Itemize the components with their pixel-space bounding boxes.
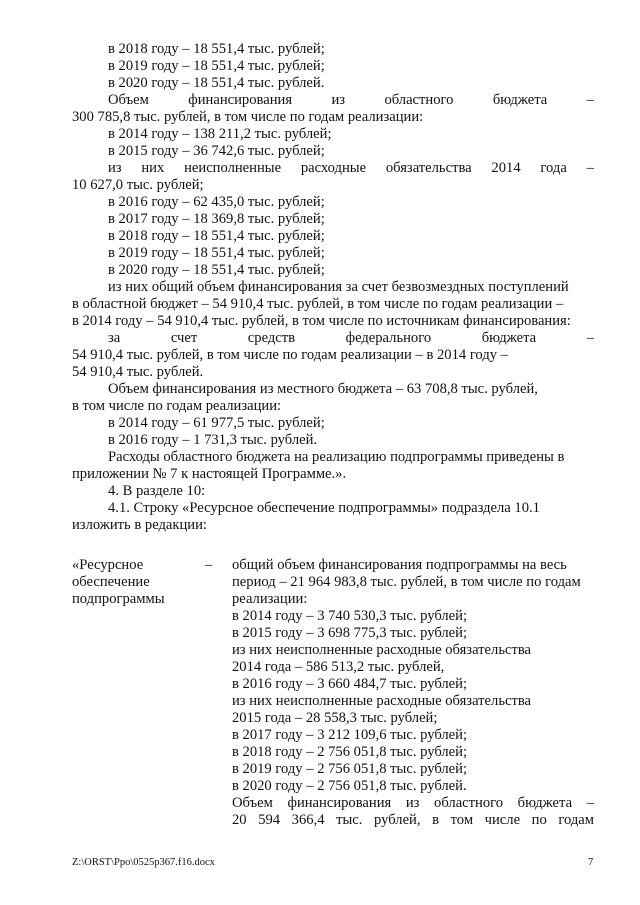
- text-line: изложить в редакции:: [72, 517, 207, 533]
- text-line: Объем финансирования из местного бюджета – 63 708,8 тыс. рублей,: [108, 381, 538, 397]
- word: из: [405, 795, 420, 811]
- text-line: 54 910,4 тыс. рублей.: [72, 364, 204, 380]
- text-line: 300 785,8 тыс. рублей, в том числе по годам реализации:: [72, 109, 424, 125]
- word: –: [586, 330, 594, 346]
- text-line: в 2019 году – 18 551,4 тыс. рублей;: [108, 58, 325, 74]
- table-value-line: реализации:: [232, 591, 308, 607]
- table-value-line-justified: [232, 812, 594, 829]
- word: средств: [247, 330, 296, 346]
- word: счет: [170, 330, 198, 346]
- text-line: 4.1. Строку «Ресурсное обеспечение подпрограммы» подраздела 10.1: [108, 500, 540, 516]
- word: 2014: [491, 160, 521, 176]
- table-value-line: в 2017 году – 3 212 109,6 тыс. рублей;: [232, 727, 468, 743]
- text-line: в 2020 году – 18 551,4 тыс. рублей.: [108, 75, 325, 91]
- word: неисполненные: [184, 160, 282, 176]
- text-line: приложении № 7 к настоящей Программе.».: [72, 466, 347, 482]
- text-line: в 2014 году – 54 910,4 тыс. рублей, в том числе по источникам финансирования:: [72, 313, 571, 329]
- word: 366,4: [291, 812, 325, 828]
- word: обязательства: [385, 160, 472, 176]
- word: из: [108, 160, 122, 176]
- table-value-line: в 2015 году – 3 698 775,3 тыс. рублей;: [232, 625, 468, 641]
- footer-file-path: Z:\ORST\Ppo\0525p367.f16.docx: [72, 857, 215, 868]
- text-line: Расходы областного бюджета на реализацию подпрограммы приведены в: [108, 449, 565, 465]
- table-value-line: в 2018 году – 2 756 051,8 тыс. рублей;: [232, 744, 468, 760]
- word: финансирования: [188, 92, 293, 108]
- word: том: [450, 812, 474, 828]
- word: из: [331, 92, 346, 108]
- text-line-justified: [108, 330, 594, 347]
- table-value-line: в 2019 году – 2 756 051,8 тыс. рублей;: [232, 761, 468, 777]
- word: по: [531, 812, 547, 828]
- word: –: [586, 92, 594, 108]
- text-line: в 2014 году – 61 977,5 тыс. рублей;: [108, 415, 325, 431]
- word: бюджета: [517, 795, 573, 811]
- word: них: [141, 160, 165, 176]
- word: областного: [434, 795, 504, 811]
- text-line: в 2015 году – 36 742,6 тыс. рублей;: [108, 143, 325, 159]
- word: тыс.: [336, 812, 363, 828]
- word: расходные: [300, 160, 367, 176]
- table-value-line-justified: [232, 795, 594, 812]
- word: –: [586, 160, 594, 176]
- word: годам: [558, 812, 594, 828]
- text-line: в 2016 году – 62 435,0 тыс. рублей;: [108, 194, 325, 210]
- word: числе: [484, 812, 521, 828]
- text-line: в 2016 году – 1 731,3 тыс. рублей.: [108, 432, 318, 448]
- text-line: в 2019 году – 18 551,4 тыс. рублей;: [108, 245, 325, 261]
- text-line: 54 910,4 тыс. рублей, в том числе по годам реализации – в 2014 году –: [72, 347, 508, 363]
- word: –: [586, 795, 594, 811]
- text-line: 4. В разделе 10:: [108, 483, 206, 499]
- text-line: из них общий объем финансирования за счет безвозмездных поступлений: [108, 279, 569, 295]
- word: за: [108, 330, 121, 346]
- text-line-justified: [108, 92, 594, 109]
- text-line: в 2014 году – 138 211,2 тыс. рублей;: [108, 126, 332, 142]
- word: 20: [232, 812, 247, 828]
- table-value-line: период – 21 964 983,8 тыс. рублей, в том числе по годам: [232, 574, 581, 590]
- word: Объем: [232, 795, 273, 811]
- word: федерального: [345, 330, 432, 346]
- text-line: в 2018 году – 18 551,4 тыс. рублей;: [108, 228, 325, 244]
- text-line-justified: [108, 160, 594, 177]
- table-value-line: 2015 года – 28 558,3 тыс. рублей;: [232, 710, 438, 726]
- table-label-line: обеспечение: [72, 574, 150, 590]
- table-value-line: в 2014 году – 3 740 530,3 тыс. рублей;: [232, 608, 468, 624]
- word: Объем: [108, 92, 149, 108]
- word: года: [540, 160, 567, 176]
- table-dash: –: [205, 557, 213, 573]
- word: областного: [384, 92, 454, 108]
- table-value-line: из них неисполненные расходные обязательства: [232, 642, 531, 658]
- table-value-line: из них неисполненные расходные обязательства: [232, 693, 531, 709]
- text-line: в 2018 году – 18 551,4 тыс. рублей;: [108, 41, 325, 57]
- word: бюджета: [492, 92, 548, 108]
- word: рублей,: [374, 812, 421, 828]
- text-line: в том числе по годам реализации:: [72, 398, 282, 414]
- page-number: 7: [588, 857, 594, 868]
- table-value-line: общий объем финансирования подпрограммы на весь: [232, 557, 567, 573]
- word: бюджета: [481, 330, 537, 346]
- table-value-line: в 2020 году – 2 756 051,8 тыс. рублей.: [232, 778, 467, 794]
- table-value-line: 2014 года – 586 513,2 тыс. рублей,: [232, 659, 445, 675]
- table-label-line: подпрограммы: [72, 591, 165, 607]
- text-line: в 2020 году – 18 551,4 тыс. рублей;: [108, 262, 325, 278]
- text-line: в областной бюджет – 54 910,4 тыс. рублей, в том числе по годам реализации –: [72, 296, 564, 312]
- table-label-line: «Ресурсное: [72, 557, 144, 573]
- word: финансирования: [287, 795, 392, 811]
- text-line: в 2017 году – 18 369,8 тыс. рублей;: [108, 211, 325, 227]
- text-line: 10 627,0 тыс. рублей;: [72, 177, 204, 193]
- word: в: [432, 812, 440, 828]
- word: 594: [258, 812, 281, 828]
- table-value-line: в 2016 году – 3 660 484,7 тыс. рублей;: [232, 676, 468, 692]
